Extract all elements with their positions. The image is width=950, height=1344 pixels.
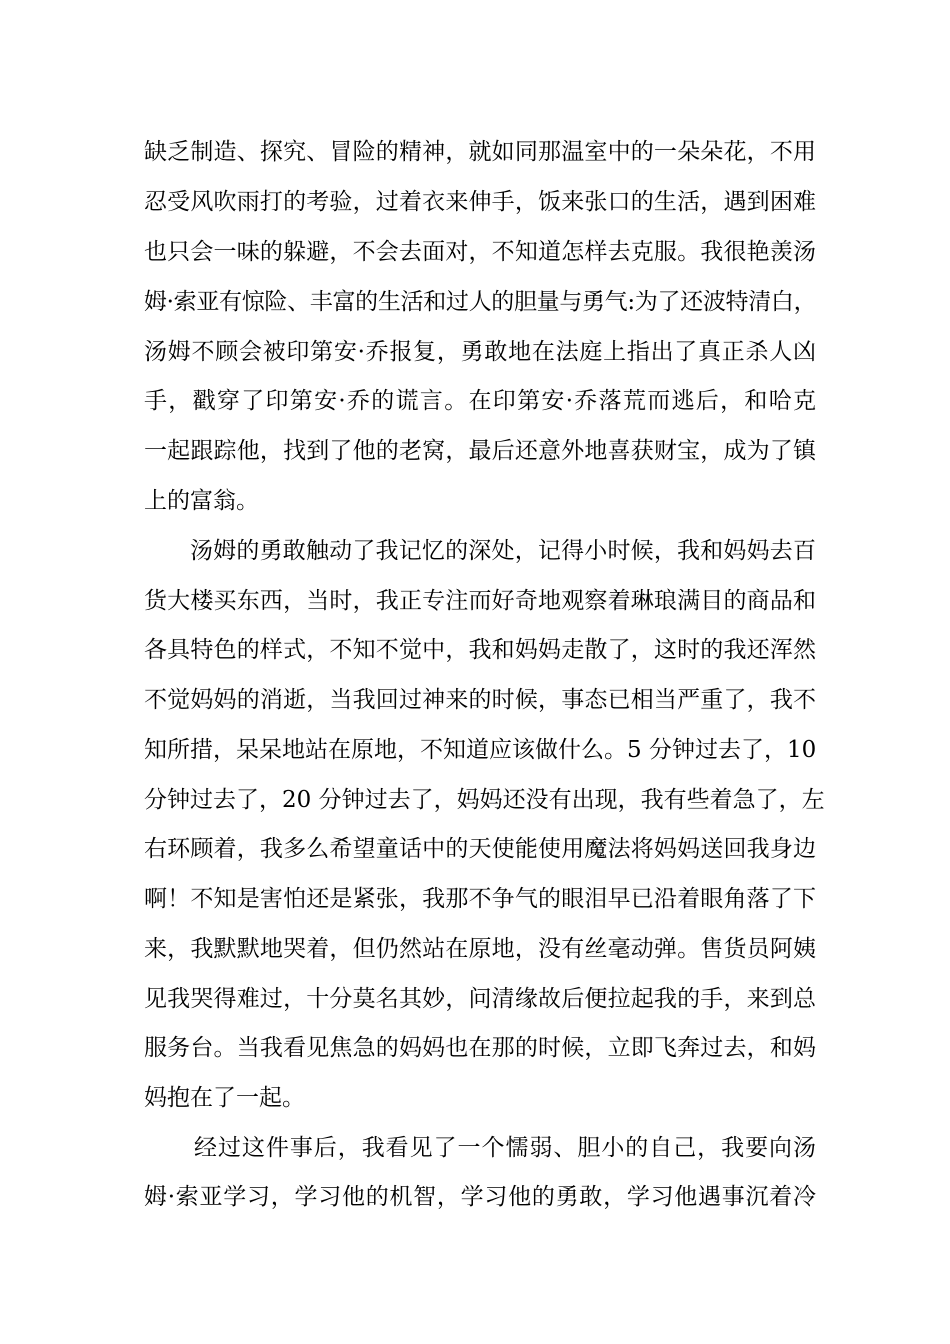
paragraph-2-line-9: 来，我默默地哭着，但仍然站在原地，没有丝毫动弹。售货员阿姨 [144,936,816,962]
paragraph-2-line-11: 服务台。当我看见焦急的妈妈也在那的时候，立即飞奔过去，和妈 [144,1035,816,1061]
paragraph-2-line-5: 知所措，呆呆地站在原地，不知道应该做什么。5 分钟过去了，10 [144,737,817,763]
paragraph-2-line-6: 分钟过去了，20 分钟过去了，妈妈还没有出现，我有些着急了，左 [144,787,825,813]
paragraph-1-line-3: 也只会一味的躲避，不会去面对，不知道怎样去克服。我很艳羡汤 [144,239,816,265]
paragraph-2-line-2: 货大楼买东西，当时，我正专注而好奇地观察着琳琅满目的商品和 [144,588,816,614]
paragraph-3-line-1: 经过这件事后，我看见了一个懦弱、胆小的自己，我要向汤 [194,1135,816,1161]
paragraph-2-line-8: 啊！不知是害怕还是紧张，我那不争气的眼泪早已沿着眼角落了下 [144,886,816,912]
paragraph-2-line-10: 见我哭得难过，十分莫名其妙，问清缘故后便拉起我的手，来到总 [144,986,816,1012]
paragraph-2-line-3: 各具特色的样式，不知不觉中，我和妈妈走散了，这时的我还浑然 [144,637,816,663]
paragraph-2-line-12: 妈抱在了一起。 [144,1085,305,1111]
paragraph-1-line-7: 一起跟踪他，找到了他的老窝，最后还意外地喜获财宝，成为了镇 [144,438,816,464]
paragraph-1-line-6: 手，戳穿了印第安·乔的谎言。在印第安·乔落荒而逃后，和哈克 [144,388,816,414]
paragraph-1-line-4: 姆·索亚有惊险、丰富的生活和过人的胆量与勇气:为了还波特清白， [144,289,816,315]
paragraph-1-line-8: 上的富翁。 [144,488,259,514]
paragraph-1-line-2: 忍受风吹雨打的考验，过着衣来伸手，饭来张口的生活，遇到困难 [144,189,816,215]
paragraph-1-line-1: 缺乏制造、探究、冒险的精神，就如同那温室中的一朵朵花，不用 [144,139,816,165]
paragraph-3-line-2: 姆·索亚学习，学习他的机智，学习他的勇敢，学习他遇事沉着冷 [144,1184,816,1210]
paragraph-2-line-4: 不觉妈妈的消逝，当我回过神来的时候，事态已相当严重了，我不 [144,687,816,713]
paragraph-1-line-5: 汤姆不顾会被印第安·乔报复，勇敢地在法庭上指出了真正杀人凶 [144,339,816,365]
paragraph-2-line-7: 右环顾着，我多么希望童话中的天使能使用魔法将妈妈送回我身边 [144,836,816,862]
paragraph-2-line-1: 汤姆的勇敢触动了我记忆的深处，记得小时候，我和妈妈去百 [190,538,816,564]
